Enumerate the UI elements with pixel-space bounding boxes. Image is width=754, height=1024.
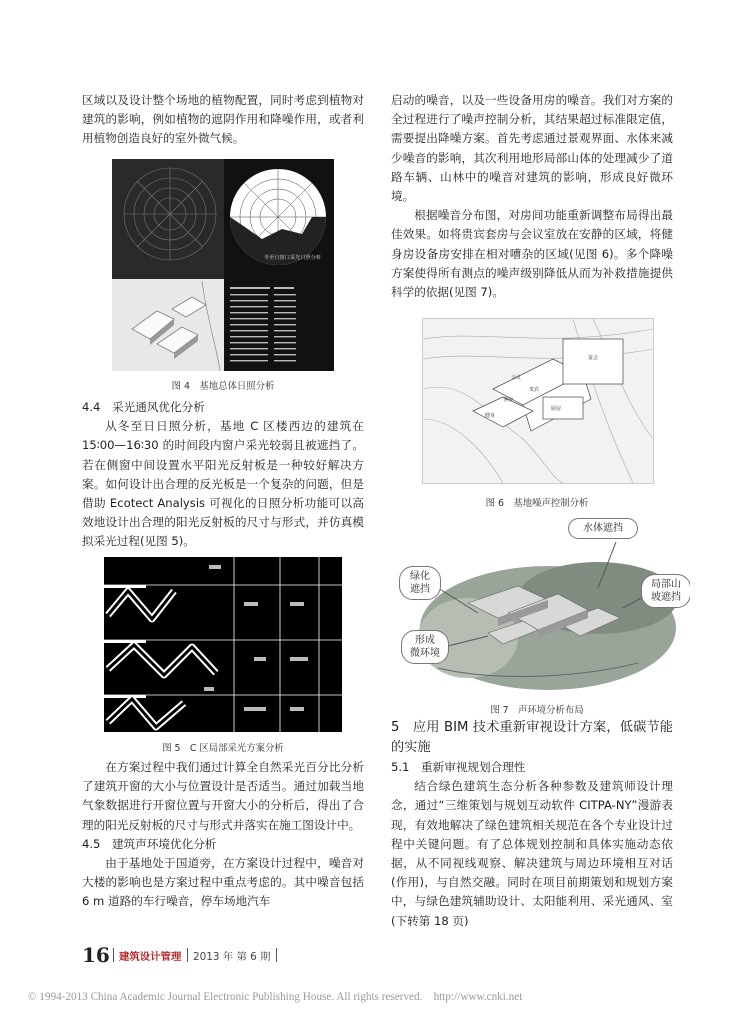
paragraph-4-4-2: 在方案过程中我们通过计算全自然采光百分比分析了建筑开窗的大小与位置设计是否适当。通过加载当地气象数据进行开窗位置与开窗大小的分析后，得出了合理的阳光反射板的尺寸与形式并落实在施工图设计中。 (82, 760, 364, 832)
figure-6-graphic (423, 319, 653, 483)
section-4-5-heading: 4.5 建筑声环境优化分析 (82, 836, 217, 851)
figure-4-inner-title: 冬至日窗口采光日照分析 (264, 255, 322, 261)
left-column-bottom (82, 758, 364, 912)
page-number: 16 (82, 943, 110, 967)
callout-micro (401, 630, 449, 664)
section-5-heading: 5 应用 BIM 技术重新审视设计方案，低碳节能的实施 (391, 720, 673, 755)
paragraph-4-4-1: 从冬至日日照分析，基地 C 区楼西边的建筑在 15∶00—16∶30 的时间段内窗户采光较弱且被遮挡了。若在侧窗中间设置水平阳光反射板是一种较好解决方案。如何设计出合理的反光板是一个复杂的问题，但是借助 Ecotect Analysis 可视化的日照分析功能可以高效地设计出合理的阳光反射板的尺寸与形式，并仿真模拟采光过程(见图 5)。 (82, 419, 364, 549)
callout-hill (641, 574, 690, 608)
footer-divider-2 (187, 948, 188, 962)
figure-5-lighting-scheme (104, 557, 342, 732)
svg-text:会议: 会议 (511, 375, 522, 381)
issue-label: 2013 年 第 6 期 (193, 951, 271, 963)
callout-hill-text: 局部山 坡遮挡 (651, 579, 681, 603)
figure-6-noise-control (422, 318, 654, 484)
figure-6-caption: 图 6 基地噪声控制分析 (485, 498, 589, 509)
svg-text:贵宾: 贵宾 (529, 387, 540, 393)
paragraph-noise-control: 启动的噪音，以及一些设备用房的噪音。我们对方案的全过程进行了噪声控制分析，其结果超过标准限定值，需要提出降噪方案。首先考虑通过景观界面、水体来减少噪音的影响，其次利用地形局部山体的处理减少了道路车辆、山林中的噪音对建筑的影响，形成良好微环境。 (391, 93, 673, 204)
right-column-bottom (391, 718, 673, 931)
left-column-mid (82, 398, 364, 552)
footer-divider-3 (276, 948, 277, 962)
footer-divider-1 (113, 948, 114, 962)
right-column-top (391, 91, 673, 302)
figure-4-sunlight-analysis (112, 159, 334, 371)
callout-micro-text: 形成 微环境 (410, 635, 440, 659)
paragraph-noise-layout: 根据噪音分布图，对房间功能重新调整布局得出最佳效果。如将贵宾套房与会议室放在安静的区域，将健身房设备房安排在相对嘈杂的区域(见图 6)。多个降噪方案使得所有测点的噪声级别降低从而为补救措施提供科学的依据(见图 7)。 (391, 208, 673, 300)
figure-4-caption: 图 4 基地总体日照分析 (171, 381, 275, 392)
paragraph-5-1-1: 结合绿色建筑生态分析各种参数及建筑师设计理念，通过“三维策划与规划互动软件 CITPA-NY”漫游表现，有效地解决了绿色建筑相关规范在各个专业设计过程中关键问题。有了总体规划控制和具体实施动态依据，从不同视线观察、解决建筑与周边环境相互对话(作用)，与自然交融。同时在项目前期策划和规划方案中，与绿色建筑辅助设计、太阳能利用、采光通风、室(下转第 18 页) (391, 779, 673, 928)
figure-7-graphic (398, 518, 690, 696)
figure-5-caption: 图 5 C 区局部采光方案分析 (162, 743, 284, 754)
svg-text:客房: 客房 (503, 397, 514, 403)
svg-text:厨房: 厨房 (551, 406, 562, 412)
callout-green (399, 566, 441, 600)
figure-7-sound-environment (398, 518, 690, 696)
figure-7-caption: 图 7 声环境分析布局 (490, 705, 584, 716)
figure-5-graphic (104, 557, 342, 732)
journal-name: 建筑设计管理 (119, 951, 182, 963)
left-column-top (82, 91, 364, 149)
figure-4-graphic (112, 159, 334, 371)
copyright-notice: © 1994-2013 China Academic Journal Electronic Publishing House. All rights reserved. http://www.cnki.net (28, 991, 523, 1003)
callout-water: 水体遮挡 (568, 518, 638, 539)
paragraph-plant-config: 区域以及设计整个场地的植物配置，同时考虑到植物对建筑的影响，例如植物的遮阴作用和降噪作用，或者利用植物创造良好的室外微气候。 (82, 93, 364, 146)
paragraph-4-5-1: 由于基地处于国道旁，在方案设计过程中，噪音对大楼的影响也是方案过程中重点考虑的。其中噪音包括 6 m 道路的车行噪音，停车场地汽车 (82, 856, 364, 909)
svg-text:宴会: 宴会 (588, 355, 599, 361)
section-5-1-heading: 5.1 重新审视规划合理性 (391, 760, 526, 774)
callout-green-text: 绿化 遮挡 (410, 571, 430, 595)
section-4-4-heading: 4.4 采光通风优化分析 (82, 400, 205, 414)
svg-text:健身: 健身 (485, 413, 496, 419)
